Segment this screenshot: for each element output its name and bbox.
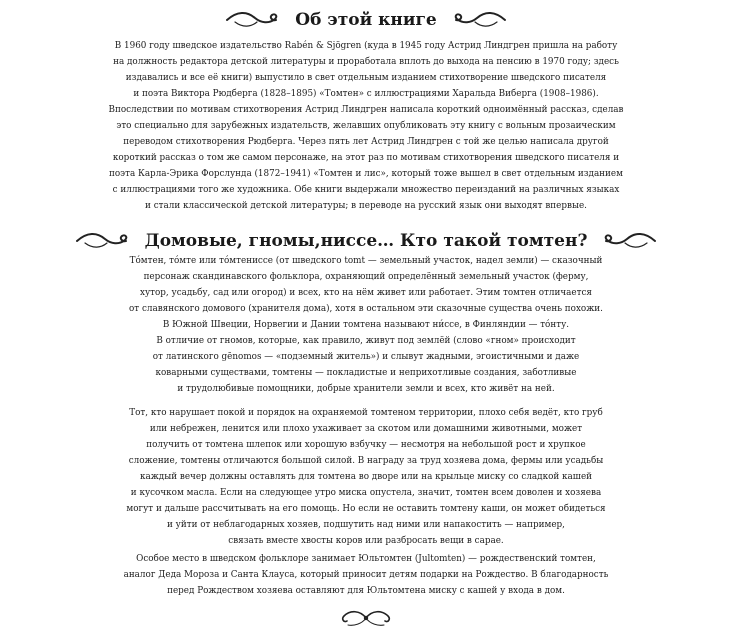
flourish-left-icon [225, 9, 283, 31]
text-line: получить от томтена шлепок или хорошую взбучку — несмотря на небольшой рост и хрупкое [146, 440, 586, 450]
text-line: издавались и все её книги) выпустило в свет отдельным изданием стихотворение шведского писателя [125, 73, 607, 83]
text-line: и трудолюбивые помощники, добрые хранители земли и всех, кто живёт на ней. [177, 384, 555, 394]
text-line: каждый вечер должны оставлять для томтена во дворе или на крыльце миску со сладкой кашей [139, 472, 593, 482]
text-line: В Южной Швеции, Норвегии и Дании томтена называют ни́ссе, в Финляндии — то́нту. [162, 320, 570, 330]
text-line: переводом стихотворения Рюдберга. Через пять лет Астрид Линдгрен с той же целью написала другой [123, 137, 609, 147]
text-line: и поэта Виктора Рюдберга (1828–1895) «Томтен» с иллюстрациями Харальда Виберга (1908–1986). [133, 89, 599, 99]
text-line: аналог Деда Мороза и Санта Клауса, который приносит детям подарки на Рождество. В благодарность [123, 570, 609, 580]
text-line: это специально для зарубежных издательств, желавших опубликовать эту книгу с вольным прозаическим [116, 121, 616, 131]
text-line: В отличие от гномов, которые, как правило, живут под землёй (слово «гном» происходит [156, 336, 576, 346]
tomten-paragraph-2 [0, 405, 732, 549]
tomten-paragraph-1 [0, 253, 732, 397]
tomten-paragraph-3 [0, 551, 732, 599]
section-heading-tomten [0, 227, 732, 255]
section-heading-about [0, 6, 732, 34]
text-line: связать вместе хвосты коров или разбросать вещи в сарае. [228, 536, 504, 546]
text-line: поэта Карла-Эрика Форслунда (1872–1941) «Томтен и лис», который тоже вышел в свет отдельным изданием [109, 169, 623, 179]
text-line: и уйти от неблагодарных хозяев, подшутить над ними или напакостить — например, [167, 520, 565, 530]
text-line: То́мтен, то́мте или то́мтениссе (от шведского tomt — земельный участок, надел земли) — сказочный [129, 256, 603, 266]
section-title: Об этой книге [295, 10, 437, 30]
flourish-right-icon [449, 9, 507, 31]
text-line: и кусочком масла. Если на следующее утро миска опустела, значит, томтен всем доволен и хозяева [130, 488, 602, 498]
text-line: короткий рассказ о том же самом персонаже, на этот раз по мотивам стихотворения шведского писателя и [112, 153, 620, 163]
text-line: от латинского gēnomos — «подземный житель») и слывут жадными, эгоистичными и даже [152, 352, 580, 362]
text-line: перед Рождеством хозяева оставляют для Юльтомтена миску с кашей у входа в дом. [167, 586, 565, 596]
text-line: сложение, томтены отличаются большой силой. В награду за труд хозяева дома, фермы или усадьбы [128, 456, 604, 466]
text-line: от славянского домового (хранителя дома), хотя в остальном эти сказочные существа очень похожи. [129, 304, 603, 314]
text-line: с иллюстрациями того же художника. Обе книги выдержали множество переизданий на различных языках [112, 185, 620, 195]
text-line: Тот, кто нарушает покой и порядок на охраняемой томтеном территории, плохо себя ведёт, кто груб [129, 408, 603, 418]
text-line: В 1960 году шведское издательство Rabén & Sjögren (куда в 1945 году Астрид Линдгрен пришла на работу [114, 41, 618, 51]
flourish-left-icon [75, 230, 133, 252]
text-line: хутор, усадьбу, сад или огород) и всех, кто на нём живет или работает. Этим томтен отличается [140, 288, 592, 298]
text-line: могут и дальше рассчитывать на его помощь. Но если не оставить томтену каши, он может обидеться [126, 504, 606, 514]
text-line: Впоследствии по мотивам стихотворения Астрид Линдгрен написала короткий одноимённый рассказ, сделав [108, 105, 624, 115]
text-line: коварными существами, томтены — покладистые и неприхотливые создания, заботливые [155, 368, 577, 378]
text-line: Особое место в шведском фольклоре занимает Юльтомтен (Jultomten) — рождественский томтен, [136, 554, 596, 564]
text-line: или небрежен, ленится или плохо ухаживает за скотом или домашними животными, может [149, 424, 583, 434]
text-line: на должность редактора детской литературы и проработала вплоть до выхода на пенсию в 1970 году; здесь [113, 57, 619, 67]
about-paragraph [0, 38, 732, 214]
flourish-right-icon [599, 230, 657, 252]
text-line: персонаж скандинавского фольклора, охраняющий определённый земельный участок (ферму, [143, 272, 589, 282]
text-line: и стали классической детской литературы; в переводе на русский язык они выходят впервые. [145, 201, 587, 211]
section-title: Домовые, гномы,ниссе… Кто такой томтен? [144, 231, 588, 251]
bottom-flourish-icon [336, 606, 396, 630]
